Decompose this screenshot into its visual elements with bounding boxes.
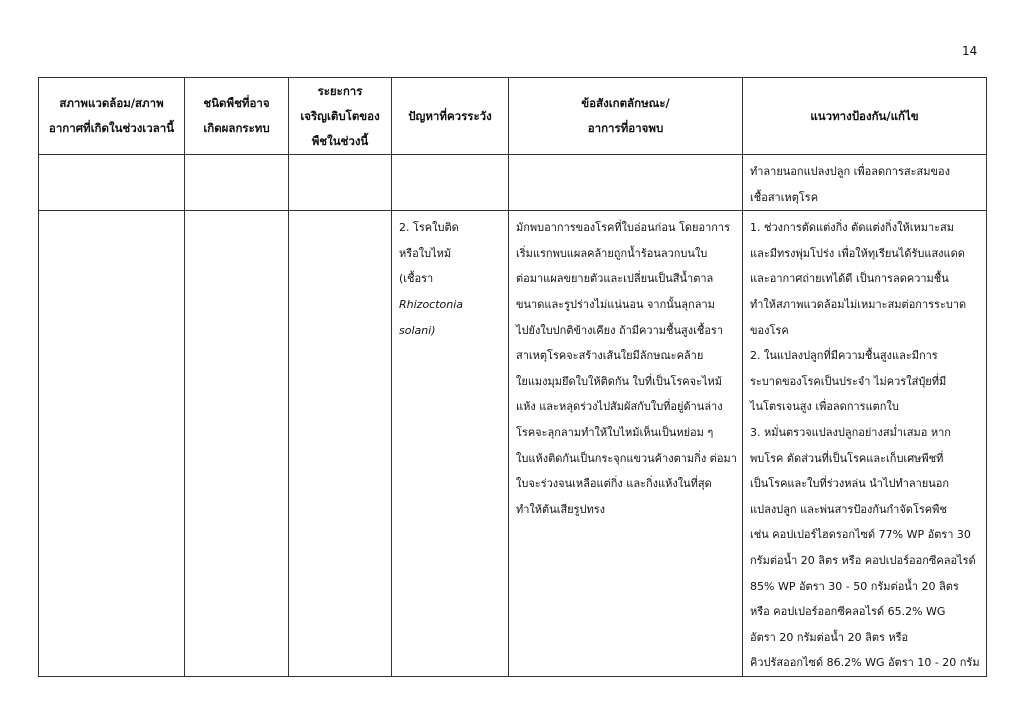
prevention-text: 1. ช่วงการตัดแต่งกิ่ง ตัดแต่งกิ่งให้เหมาะสม และมีทรงพุ่มโปร่ง เพื่อให้ทุเรียนได้รับแสงแดด และอากาศถ่ายเทได้ดี เป็นการลดความชื้น ทำให้สภาพแวดล้อมไม่เหมาะสมต่อการระบาด ของโรค 2. ในแปลงปลูกที่มีความชื้นสูงและมีการ ระบาดของโรคเป็นประจำ ไม่ควรใส่ปุ๋ยที่มี ไนโตรเจนสูง เพื่อลดการแตกใบ 3. หมั่นตรวจแปลงปลูกอย่างสม่ำเสมอ หาก พบโรค ตัดส่วนที่เป็นโรคและเก็บเศษพืชที่ เป็นโรคและใบที่ร่วงหล่น นำไปทำลายนอก แปลงปลูก และพ่นสารป้องกันกำจัดโรคพืช เช่น คอปเปอร์ไฮดรอกไซด์ 77% WP อัตรา 30 กรัมต่อน้ำ 20 ลิตร หรือ คอปเปอร์ออกซีคลอไรด์ 85% WP อัตรา 30 - 50 กรัมต่อน้ำ 20 ลิตร หรือ คอปเปอร์ออกซีคลอไรด์ 65.2% WG อัตรา 20 กรัมต่อน้ำ 20 ลิตร หรือ คิวปรัสออกไซด์ 86.2% WG อัตรา 10 - 20 กรัม <box>750 221 980 670</box>
cell-prevention <box>743 211 987 677</box>
cell-environment <box>39 211 185 677</box>
table-row <box>39 155 987 211</box>
pathogen-genus: Rhizoctonia <box>399 297 464 311</box>
cell-growth-stage <box>289 155 392 211</box>
table-header-row <box>39 78 987 155</box>
cell-symptoms <box>509 155 743 211</box>
cell-affected-plant <box>185 155 289 211</box>
header-environment: สภาพแวดล้อม/สภาพ อากาศที่เกิดในช่วงเวลานี้ <box>39 78 185 155</box>
header-growth-stage: ระยะการ เจริญเติบโตของ พืชในช่วงนี้ <box>289 78 392 155</box>
header-prevention: แนวทางป้องกัน/แก้ไข <box>743 78 987 155</box>
header-affected-plant: ชนิดพืชที่อาจ เกิดผลกระทบ <box>185 78 289 155</box>
pathogen-species: solani) <box>399 323 436 337</box>
prevention-text: ทำลายนอกแปลงปลูก เพื่อลดการสะสมของ เชื้อสาเหตุโรค <box>750 165 950 204</box>
header-problem: ปัญหาที่ควรระวัง <box>392 78 509 155</box>
page-number: 14 <box>962 44 978 58</box>
cell-symptoms <box>509 211 743 677</box>
cell-environment <box>39 155 185 211</box>
header-symptoms: ข้อสังเกตลักษณะ/ อาการที่อาจพบ <box>509 78 743 155</box>
problem-table <box>38 77 987 677</box>
table-row <box>39 211 987 677</box>
problem-text: 2. โรคใบติด หรือใบไหม้ (เชื้อรา Rhizoctonia solani) <box>392 211 508 343</box>
cell-affected-plant <box>185 211 289 677</box>
cell-growth-stage <box>289 211 392 677</box>
cell-problem <box>392 155 509 211</box>
cell-prevention <box>743 155 987 211</box>
symptoms-text: มักพบอาการของโรคที่ใบอ่อนก่อน โดยอาการ เริ่มแรกพบแผลคล้ายถูกน้ำร้อนลวกบนใบ ต่อมาแผลขยายตัวและเปลี่ยนเป็นสีน้ำตาล ขนาดและรูปร่างไม่แน่นอน จากนั้นลุกลาม ไปยังใบปกติข้างเคียง ถ้ามีความชื้นสูงเชื้อรา สาเหตุโรคจะสร้างเส้นใยมีลักษณะคล้าย ใยแมงมุมยึดใบให้ติดกัน ใบที่เป็นโรคจะไหม้ แห้ง และหลุดร่วงไปสัมผัสกับใบที่อยู่ด้านล่าง โรคจะลุกลามทำให้ใบไหม้เห็นเป็นหย่อม ๆ ใบแห้งติดกันเป็นกระจุกแขวนค้างตามกิ่ง ต่อมา ใบจะร่วงจนเหลือแต่กิ่ง และกิ่งแห้งในที่สุด ทำให้ต้นเสียรูปทรง <box>516 221 737 516</box>
cell-problem <box>392 211 509 677</box>
